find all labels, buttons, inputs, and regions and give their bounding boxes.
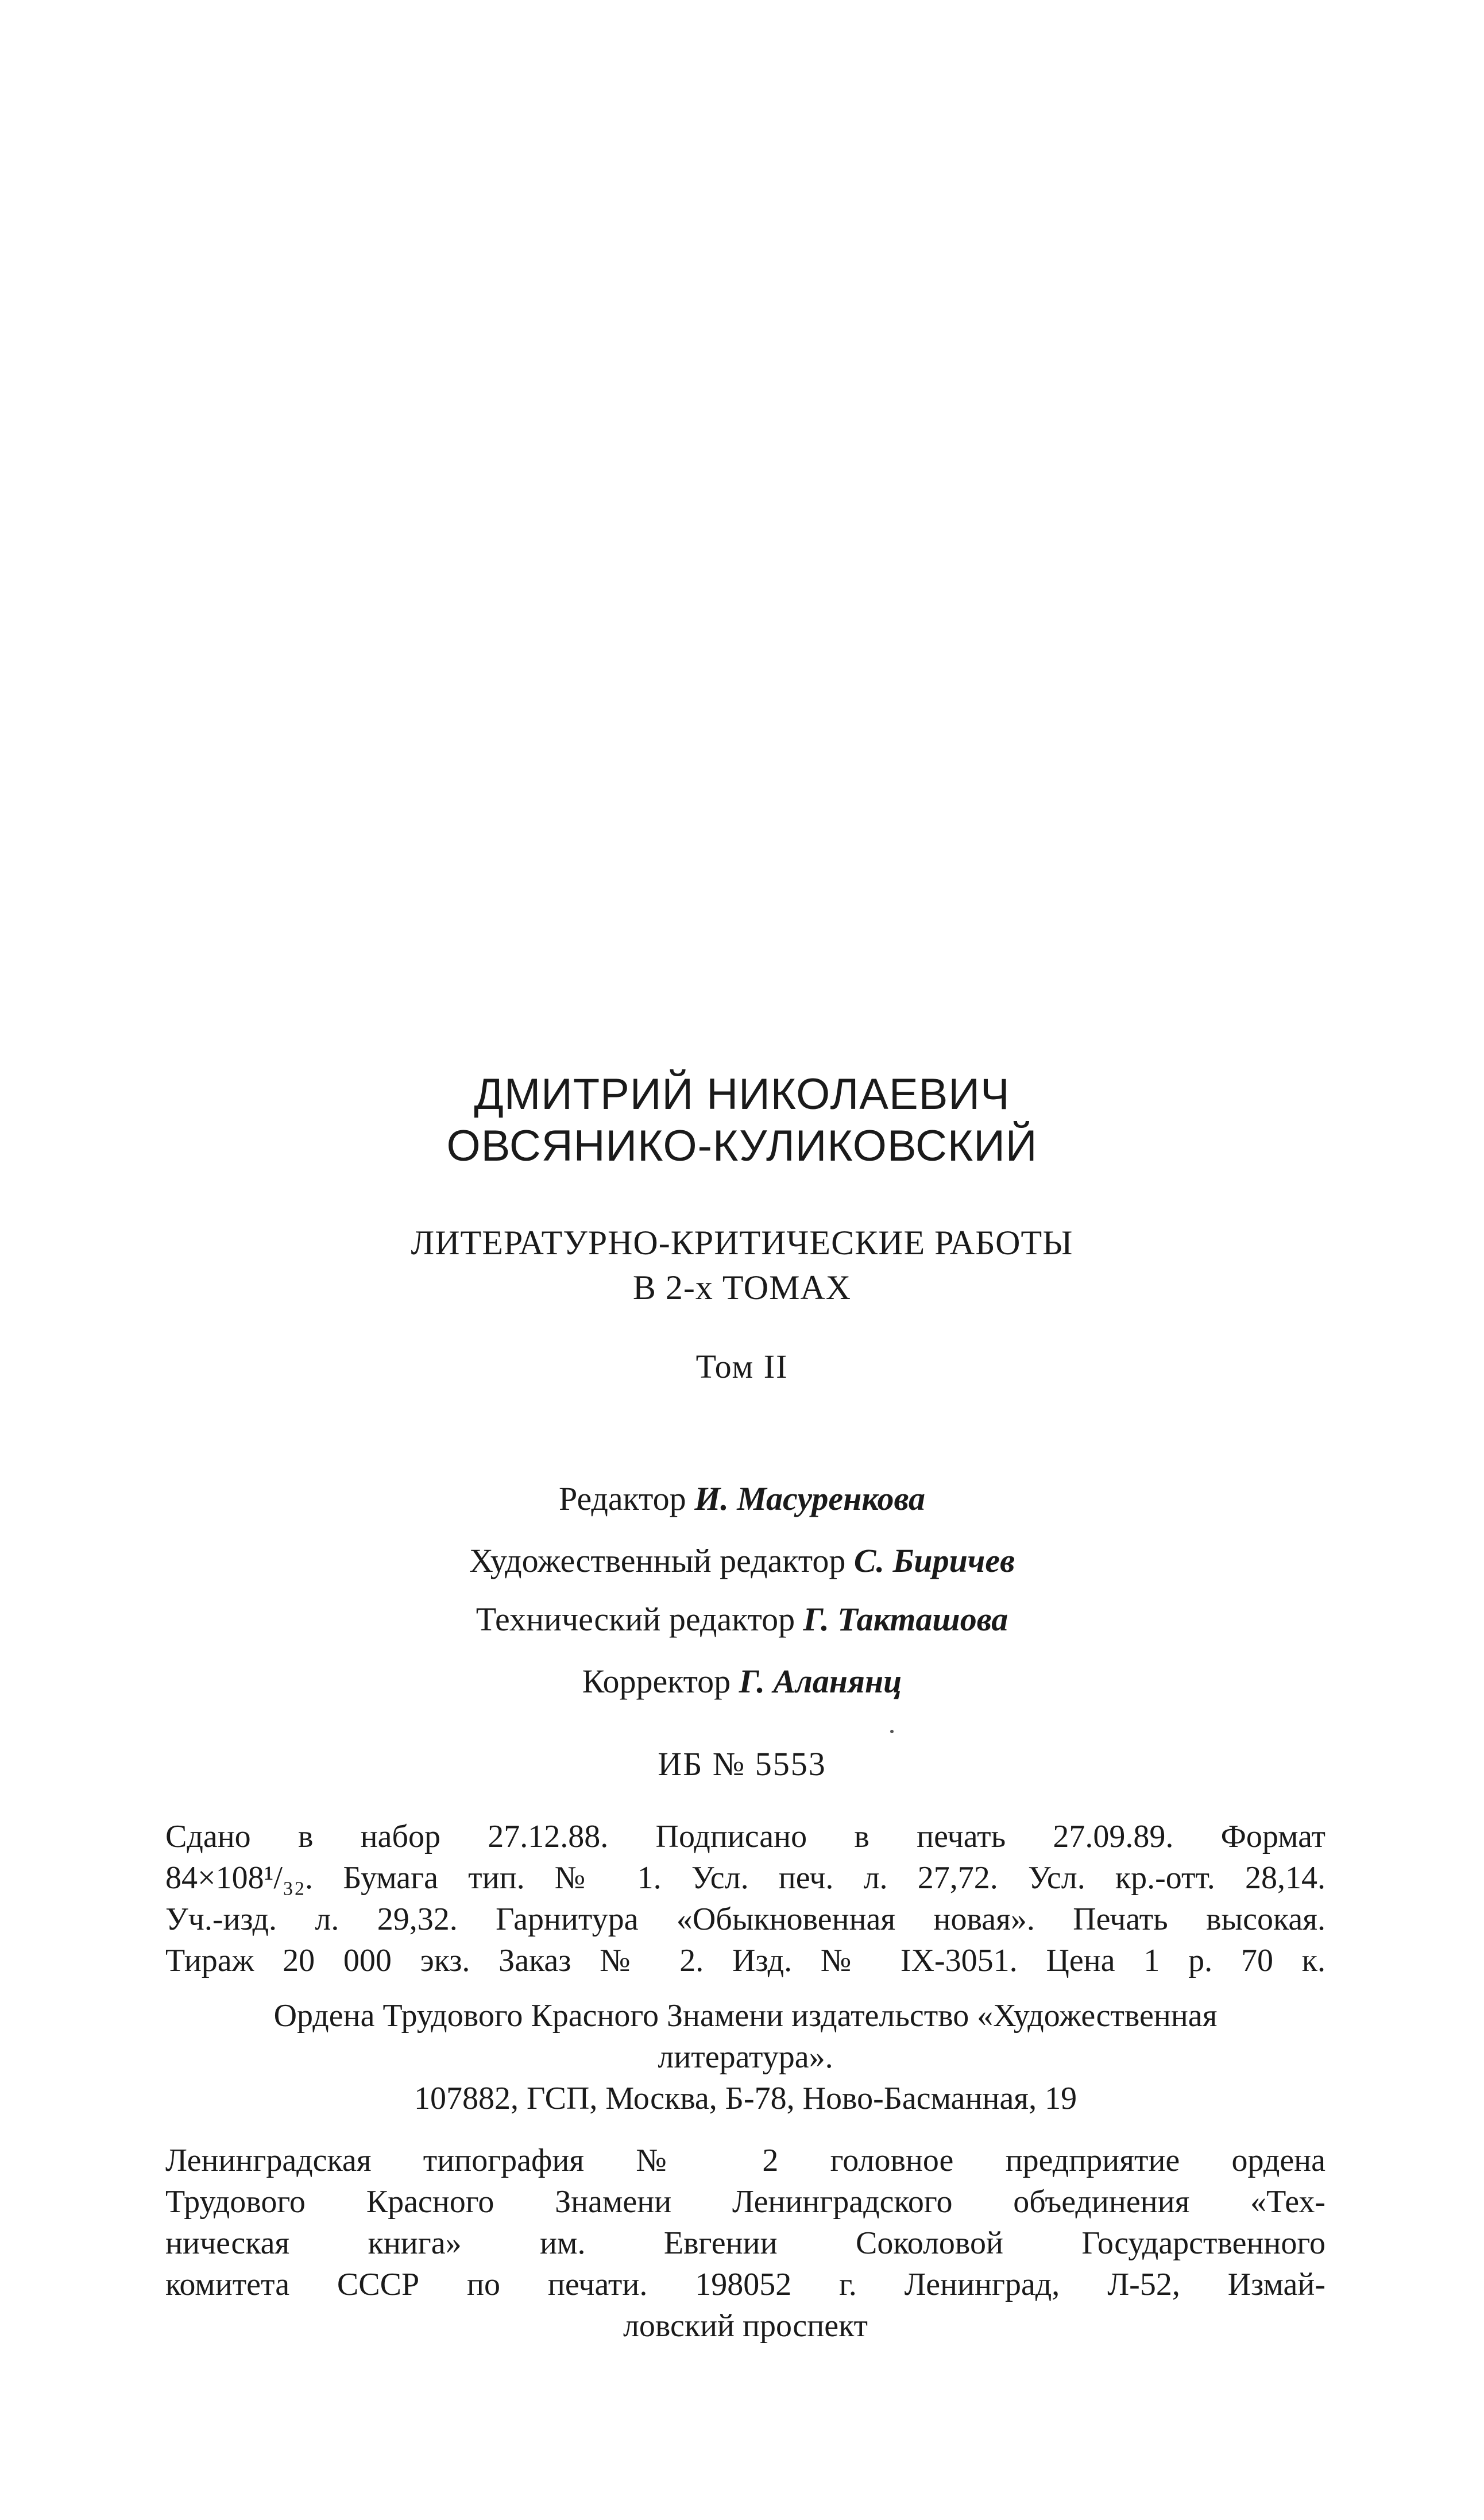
credit-role: Художественный редактор <box>469 1542 846 1579</box>
credit-role: Технический редактор <box>476 1601 795 1638</box>
publisher-info <box>165 1995 1325 2119</box>
credit-name: И. Масуренкова <box>694 1480 926 1517</box>
publisher-name-cont: литература». <box>658 2039 833 2075</box>
printer-line: Трудового Красного Знамени Ленинградского объединения «Тех- <box>165 2184 1325 2220</box>
speck-mark <box>890 1730 894 1733</box>
print-details <box>165 1816 1325 1981</box>
book-title: ЛИТЕРАТУРНО-КРИТИЧЕСКИЕ РАБОТЫ <box>411 1224 1073 1262</box>
credit-proofreader <box>0 1662 1484 1700</box>
print-details-line: 84×108¹/₃₂. Бумага тип. № 1. Усл. печ. л. 27,72. Усл. кр.-отт. 28,14. <box>165 1860 1325 1896</box>
author-first-name: ДМИТРИЙ НИКОЛАЕВИЧ <box>474 1070 1010 1119</box>
print-details-line: Сдано в набор 27.12.88. Подписано в печать 27.09.89. Формат <box>165 1819 1325 1854</box>
printer-line-last: ловский проспект <box>623 2308 868 2344</box>
publisher-name: Ордена Трудового Красного Знамени издательство «Художественная <box>273 1998 1218 2034</box>
printer-info <box>165 2140 1325 2347</box>
print-details-line: Тираж 20 000 экз. Заказ № 2. Изд. № IX-3051. Цена 1 р. 70 к. <box>165 1943 1325 1978</box>
print-details-line: Уч.-изд. л. 29,32. Гарнитура «Обыкновенная новая». Печать высокая. <box>165 1901 1325 1937</box>
printer-line: Ленинградская типография № 2 головное предприятие ордена <box>165 2143 1325 2178</box>
credit-name: Г. Такташова <box>803 1601 1008 1638</box>
printer-line: комитета СССР по печати. 198052 г. Ленинград, Л-52, Измай- <box>165 2267 1325 2302</box>
ib-number: ИБ № 5553 <box>658 1745 826 1783</box>
credit-technical-editor <box>0 1600 1484 1638</box>
credit-name: Г. Аланянц <box>739 1663 902 1700</box>
credit-editor <box>0 1479 1484 1518</box>
publisher-address: 107882, ГСП, Москва, Б-78, Ново-Басманная, 19 <box>413 2081 1077 2116</box>
credit-name: С. Биричев <box>853 1542 1015 1579</box>
book-subtitle: В 2-х ТОМАХ <box>632 1269 852 1307</box>
credit-art-editor <box>0 1541 1484 1580</box>
credit-role: Редактор <box>558 1480 686 1517</box>
printer-line: ническая книга» им. Евгении Соколовой Государственного <box>165 2225 1325 2261</box>
author-last-name: ОВСЯНИКО-КУЛИКОВСКИЙ <box>446 1122 1038 1170</box>
credit-role: Корректор <box>582 1663 731 1700</box>
volume-number: Том II <box>695 1348 789 1385</box>
